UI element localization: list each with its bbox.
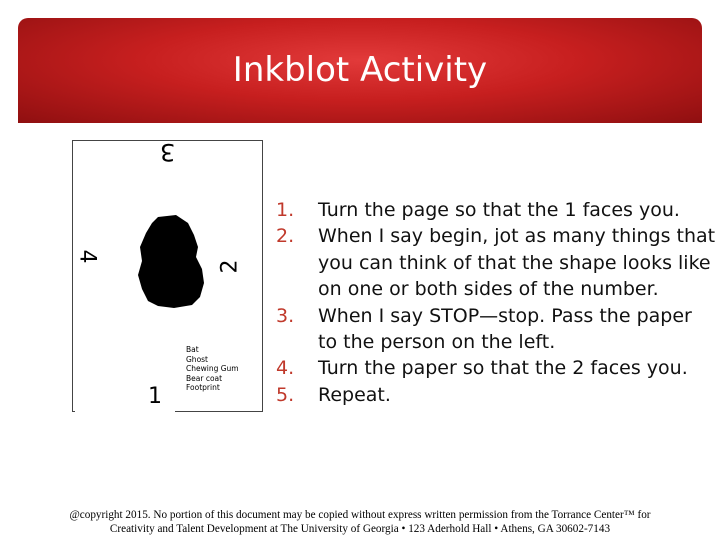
worksheet-number-right: 2 — [217, 259, 243, 274]
word-list-item: Ghost — [186, 354, 209, 364]
instruction-item — [276, 197, 716, 223]
footer-line: @copyright 2015. No portion of this document may be copied without express written permission from the Torrance Center™ for — [69, 509, 651, 521]
worksheet-word-list — [186, 345, 239, 393]
instruction-text: Turn the paper so that the 2 faces you. — [318, 357, 688, 380]
word-list-item: Footprint — [186, 383, 220, 392]
instruction-item — [276, 223, 716, 302]
instruction-list — [276, 197, 716, 408]
instruction-text: Repeat. — [318, 383, 391, 406]
instruction-text: When I say begin, jot as many things that you can think of that the shape looks like on one or both sides of the number. — [318, 225, 716, 301]
instruction-number: 4. — [276, 357, 295, 380]
instruction-item — [276, 355, 716, 381]
inkblot-shape — [136, 213, 206, 309]
slide-title: Inkblot Activity — [232, 50, 488, 90]
instruction-text: Turn the page so that the 1 faces you. — [318, 199, 680, 221]
worksheet-number-bottom: 1 — [148, 384, 162, 409]
instruction-text: When I say STOP—stop. Pass the paper to the person on the left. — [318, 304, 692, 354]
instruction-number: 1. — [276, 199, 295, 221]
word-list-item: Bear coat — [186, 373, 223, 383]
copyright-footer — [20, 509, 700, 536]
instruction-item — [276, 382, 716, 408]
instruction-number: 2. — [276, 225, 295, 248]
word-list-item: Chewing Gum — [186, 364, 239, 373]
instruction-item — [276, 303, 716, 356]
footer-line: Creativity and Talent Development at The University of Georgia • 123 Aderhold Hall • Athens, GA 30602-7143 — [109, 522, 611, 535]
word-list-item: Bat — [186, 345, 199, 354]
instruction-number: 3. — [276, 304, 295, 327]
worksheet-number-left: 4 — [74, 249, 100, 264]
instruction-number: 5. — [276, 383, 295, 406]
worksheet-number-top: 3 — [160, 138, 176, 166]
